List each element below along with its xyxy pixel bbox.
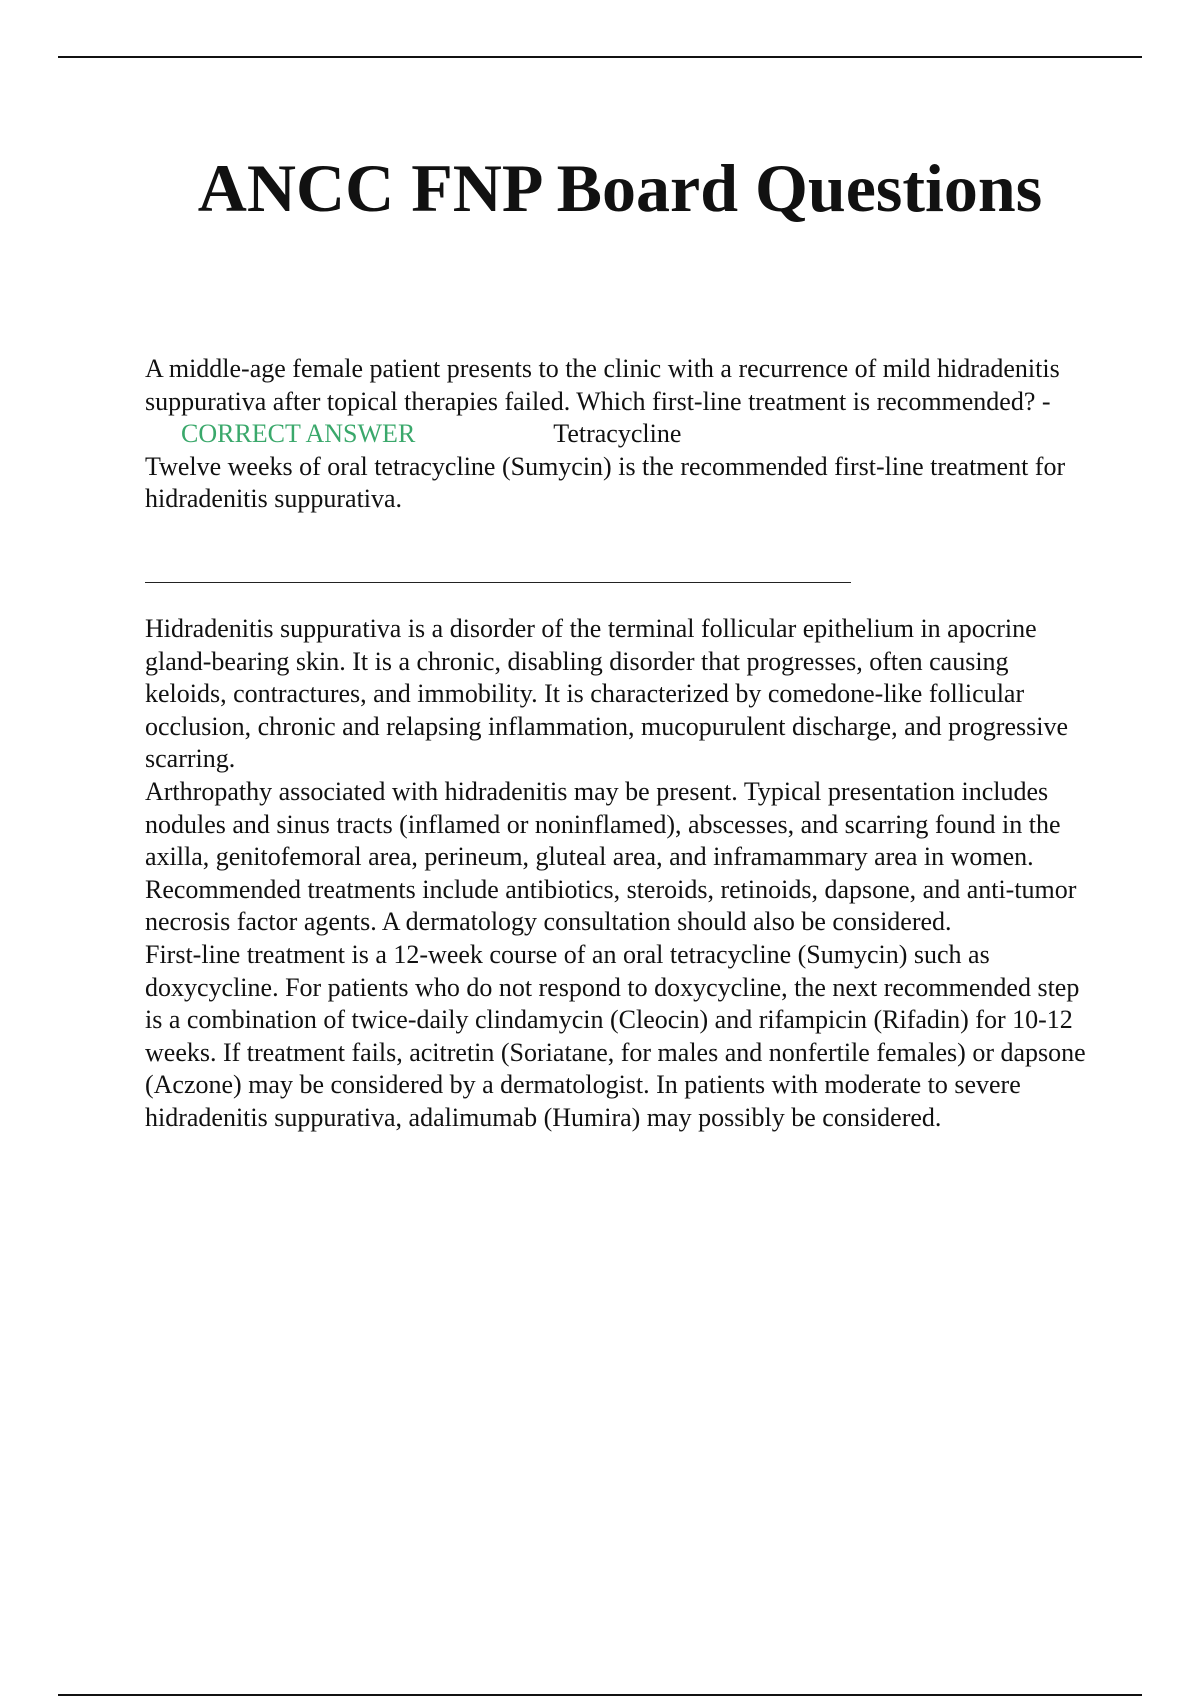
section-divider	[145, 582, 851, 583]
question-block	[145, 353, 1095, 516]
answer-line	[145, 419, 681, 448]
question-text	[145, 353, 1095, 451]
document-title: ANCC FNP Board Questions	[197, 150, 1043, 226]
question-prompt: A middle-age female patient presents to the clinic with a recurrence of mild hidradenitis suppurativa after topical therapies failed. Which first-line treatment is recommended? -	[145, 354, 1060, 416]
explanation-paragraph: Recommended treatments include antibiotics, steroids, retinoids, dapsone, and anti-tumor necrosis factor agents. A dermatology consultation should also be considered.	[145, 874, 1077, 937]
explanation-paragraph: Arthropathy associated with hidradenitis may be present. Typical presentation includes nodules and sinus tracts (inflamed or noninflamed), abscesses, and scarring found in the axilla, genitofemoral area, perineum, gluteal area, and inframammary area in women.	[145, 776, 1061, 872]
answer-text: Tetracycline	[553, 419, 682, 449]
header-rule	[58, 56, 1142, 58]
explanation-paragraph: First-line treatment is a 12-week course of an oral tetracycline (Sumycin) such as doxycycline. For patients who do not respond to doxycycline, the next recommended step is a combination of twice-daily clindamycin (Cleocin) and rifampicin (Rifadin) for 10-12 weeks. If treatment fails, acitretin (Soriatane, for males and nonfertile females) or dapsone (Aczone) may be considered by a dermatologist. In patients with moderate to severe hidradenitis suppurativa, adalimumab (Humira) may possibly be considered.	[145, 939, 1086, 1132]
explanation-paragraph: Hidradenitis suppurativa is a disorder of the terminal follicular epithelium in apocrine gland-bearing skin. It is a chronic, disabling disorder that progresses, often causing keloids, contractures, and immobility. It is characterized by comedone-like follicular occlusion, chronic and relapsing inflammation, mucopurulent discharge, and progressive scarring.	[145, 614, 1068, 774]
answer-rationale: Twelve weeks of oral tetracycline (Sumycin) is the recommended first-line treatment for hidradenitis suppurativa.	[145, 451, 1066, 514]
correct-answer-label: CORRECT ANSWER	[181, 419, 416, 449]
explanation-block	[145, 613, 1095, 1135]
footer-rule	[58, 1694, 1142, 1696]
